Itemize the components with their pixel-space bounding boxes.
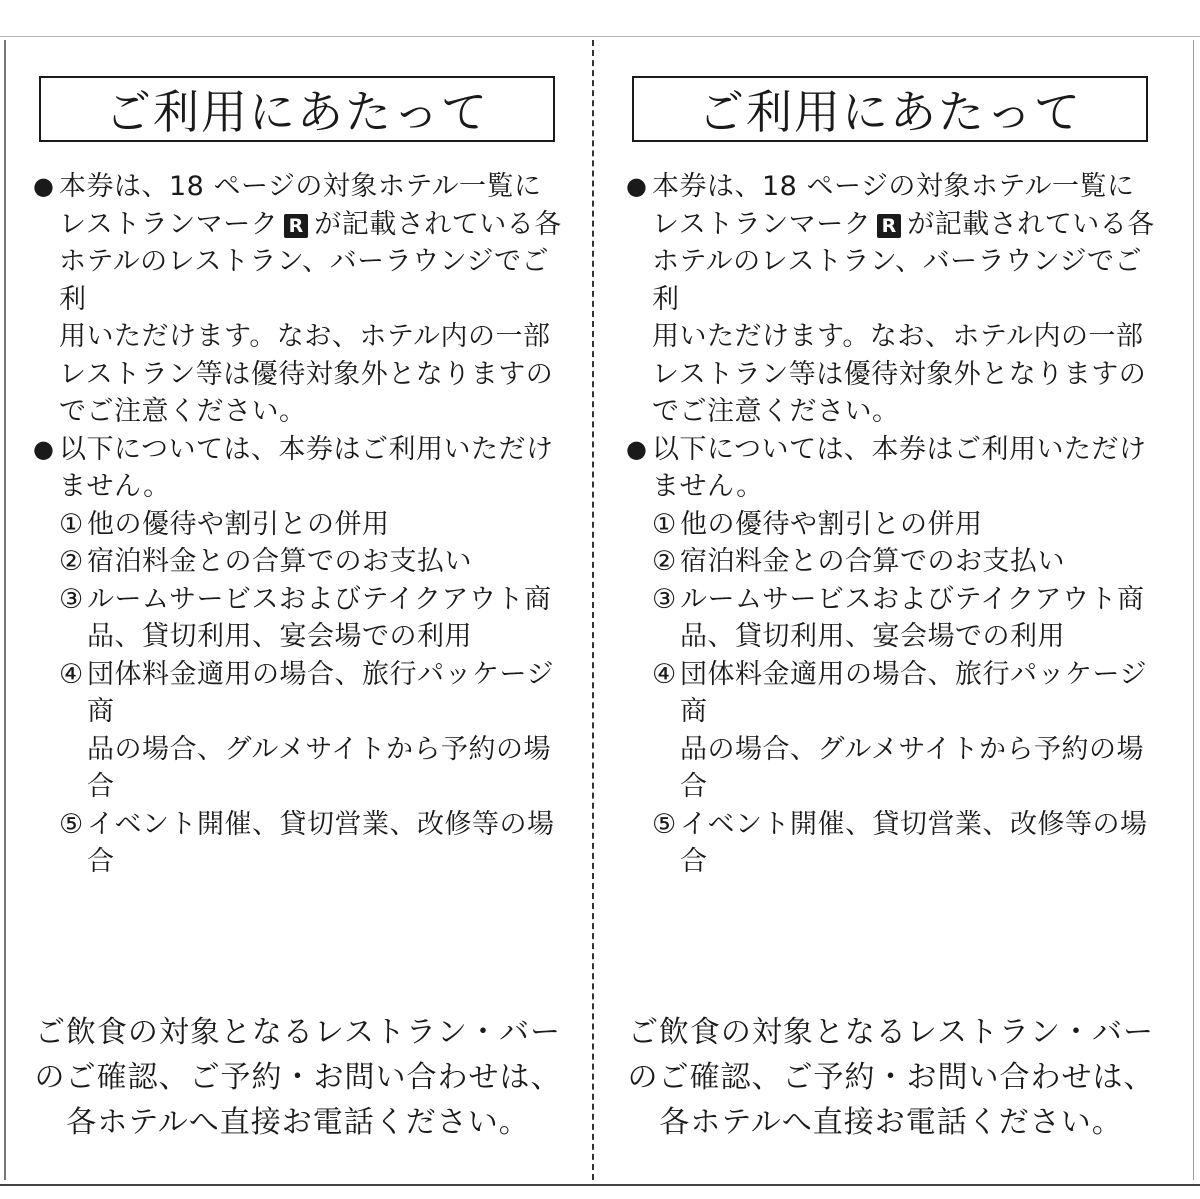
sheet-top-edge — [0, 36, 1200, 37]
note-2-text: 以下については、本券はご利用いただけません。 — [59, 433, 554, 502]
item-text: 団体料金適用の場合、旅行パッケージ商 品の場合、グルメサイトから予約の場合 — [680, 658, 1147, 802]
bullet-icon: ● — [33, 434, 55, 463]
list-item — [59, 806, 563, 881]
item-text: 団体料金適用の場合、旅行パッケージ商 品の場合、グルメサイトから予約の場合 — [87, 658, 554, 802]
item-text: イベント開催、貸切営業、改修等の場合 — [87, 808, 555, 877]
usage-notes — [33, 168, 563, 881]
item-number: ⑤ — [652, 808, 677, 840]
note-1-text-a: 本券は、18 ページの対象ホテル一覧に レストランマーク — [652, 171, 1135, 240]
contact-note: ご飲食の対象となるレストラン・バー のご確認、ご予約・お問い合わせは、 各ホテルへ直接お電話ください。 — [34, 1015, 562, 1140]
item-number: ② — [59, 546, 84, 577]
item-number: ④ — [59, 658, 84, 690]
item-number: ③ — [652, 583, 677, 615]
restaurant-mark-icon: R — [877, 214, 901, 238]
bullet-icon: ● — [626, 172, 648, 200]
coupon-title: ご利用にあたって — [632, 76, 1148, 142]
item-number: ② — [652, 546, 677, 577]
note-bullet-2 — [33, 431, 563, 506]
list-item — [59, 656, 563, 806]
item-text: 宿泊料金との合算でのお支払い — [87, 546, 472, 577]
usage-notes — [626, 168, 1156, 881]
note-bullet-2 — [626, 431, 1156, 506]
note-bullet-1 — [626, 168, 1156, 431]
note-1-text-b: が記載されている各 ホテルのレストラン、バーラウンジでご利 用いただけます。なお、ホテル内の一部 レストラン等は優待対象外となりますの でご注意ください。 — [652, 208, 1155, 427]
sheet-left-edge — [4, 40, 6, 1180]
coupon-title: ご利用にあたって — [39, 76, 555, 142]
list-item — [59, 506, 563, 544]
item-text: ルームサービスおよびテイクアウト商 品、貸切利用、宴会場での利用 — [680, 583, 1145, 652]
item-number: ① — [59, 508, 84, 540]
item-number: ⑤ — [59, 808, 84, 840]
item-number: ① — [652, 508, 677, 540]
list-item — [59, 543, 563, 581]
item-text: 宿泊料金との合算でのお支払い — [680, 546, 1065, 577]
sheet-right-edge — [1193, 40, 1194, 1180]
list-item — [59, 581, 563, 656]
perforation-line — [592, 40, 594, 1180]
sheet-bottom-edge — [0, 1184, 1200, 1186]
exclusion-list — [652, 506, 1156, 881]
list-item — [652, 656, 1156, 806]
note-1-text-b: が記載されている各 ホテルのレストラン、バーラウンジでご利 用いただけます。なお、ホテル内の一部 レストラン等は優待対象外となりますの でご注意ください。 — [59, 208, 562, 427]
note-bullet-1 — [33, 168, 563, 431]
note-2-text: 以下については、本券はご利用いただけません。 — [652, 433, 1147, 502]
contact-note: ご飲食の対象となるレストラン・バー のご確認、ご予約・お問い合わせは、 各ホテルへ直接お電話ください。 — [627, 1015, 1155, 1140]
list-item — [652, 581, 1156, 656]
coupon-right — [626, 76, 1156, 1176]
bullet-icon: ● — [626, 434, 648, 463]
exclusion-list — [59, 506, 563, 881]
restaurant-mark-icon: R — [284, 214, 308, 238]
item-text: 他の優待や割引との併用 — [680, 508, 983, 540]
item-text: 他の優待や割引との併用 — [87, 508, 390, 540]
item-text: ルームサービスおよびテイクアウト商 品、貸切利用、宴会場での利用 — [87, 583, 552, 652]
coupon-left — [33, 76, 563, 1176]
item-text: イベント開催、貸切営業、改修等の場合 — [680, 808, 1148, 877]
list-item — [652, 543, 1156, 581]
note-1-text-a: 本券は、18 ページの対象ホテル一覧に レストランマーク — [59, 171, 542, 240]
bullet-icon: ● — [33, 172, 55, 200]
list-item — [652, 806, 1156, 881]
item-number: ④ — [652, 658, 677, 690]
item-number: ③ — [59, 583, 84, 615]
list-item — [652, 506, 1156, 544]
